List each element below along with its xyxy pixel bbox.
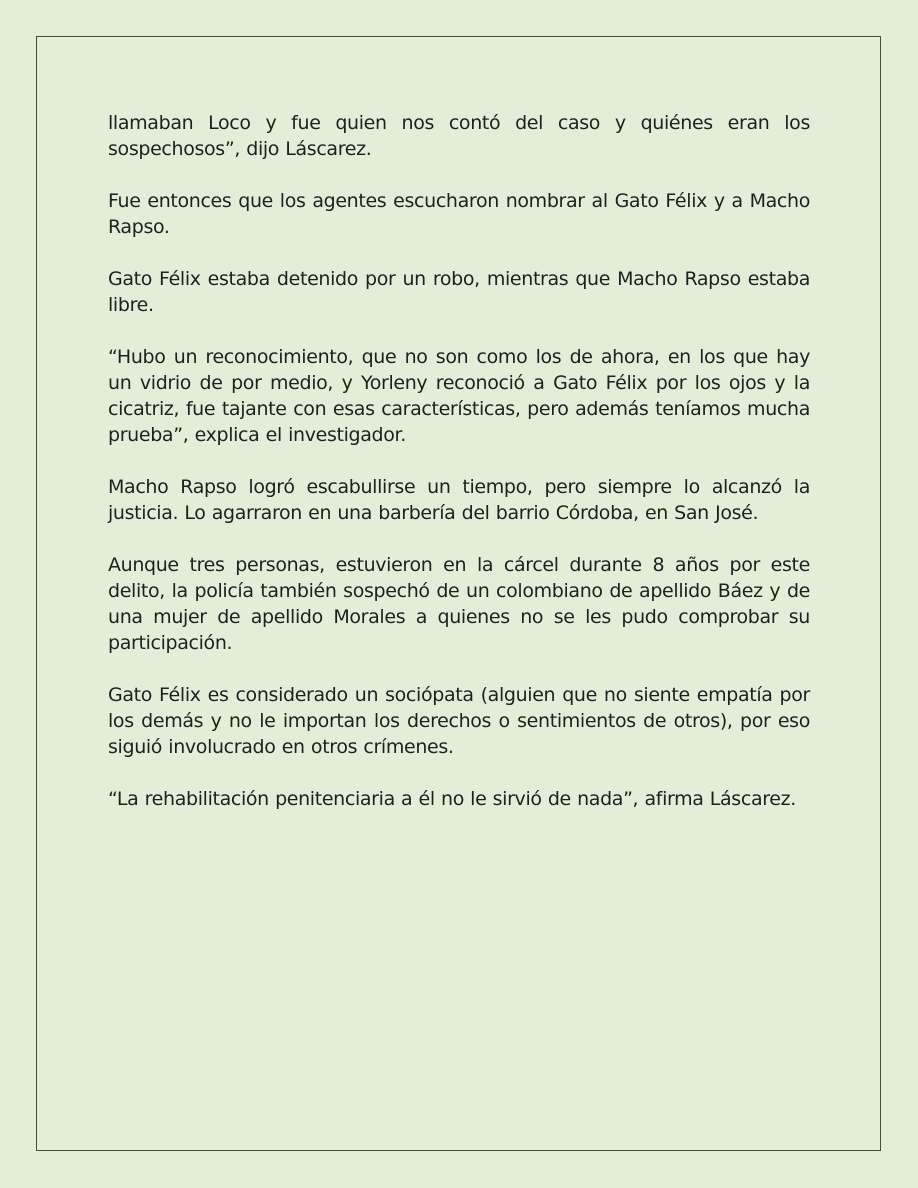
paragraph-7: Gato Félix es considerado un sociópata (alguien que no siente empatía por los demás y no le importan los derechos o sentimientos de otros), por eso siguió involucrado en otros crímenes.	[108, 684, 810, 758]
paragraph-3: Gato Félix estaba detenido por un robo, mientras que Macho Rapso estaba libre.	[108, 268, 810, 316]
paragraph-4: “Hubo un reconocimiento, que no son como los de ahora, en los que hay un vidrio de por medio, y Yorleny reconoció a Gato Félix por los ojos y la cicatriz, fue tajante con esas características, pero además teníamos mucha prueba”, explica el investigador.	[108, 346, 810, 446]
paragraph-2: Fue entonces que los agentes escucharon nombrar al Gato Félix y a Macho Rapso.	[108, 190, 810, 238]
paragraph-8: “La rehabilitación penitenciaria a él no le sirvió de nada”, afirma Láscarez.	[108, 788, 796, 810]
paragraph-5: Macho Rapso logró escabullirse un tiempo, pero siempre lo alcanzó la justicia. Lo agarraron en una barbería del barrio Córdoba, en San José.	[108, 476, 810, 524]
article-body	[108, 110, 810, 812]
paragraph-6: Aunque tres personas, estuvieron en la cárcel durante 8 años por este delito, la policía también sospechó de un colombiano de apellido Báez y de una mujer de apellido Morales a quienes no se les pudo comprobar su participación.	[108, 554, 810, 654]
paragraph-1: llamaban Loco y fue quien nos contó del caso y quiénes eran los sospechosos”, dijo Láscarez.	[108, 112, 810, 160]
